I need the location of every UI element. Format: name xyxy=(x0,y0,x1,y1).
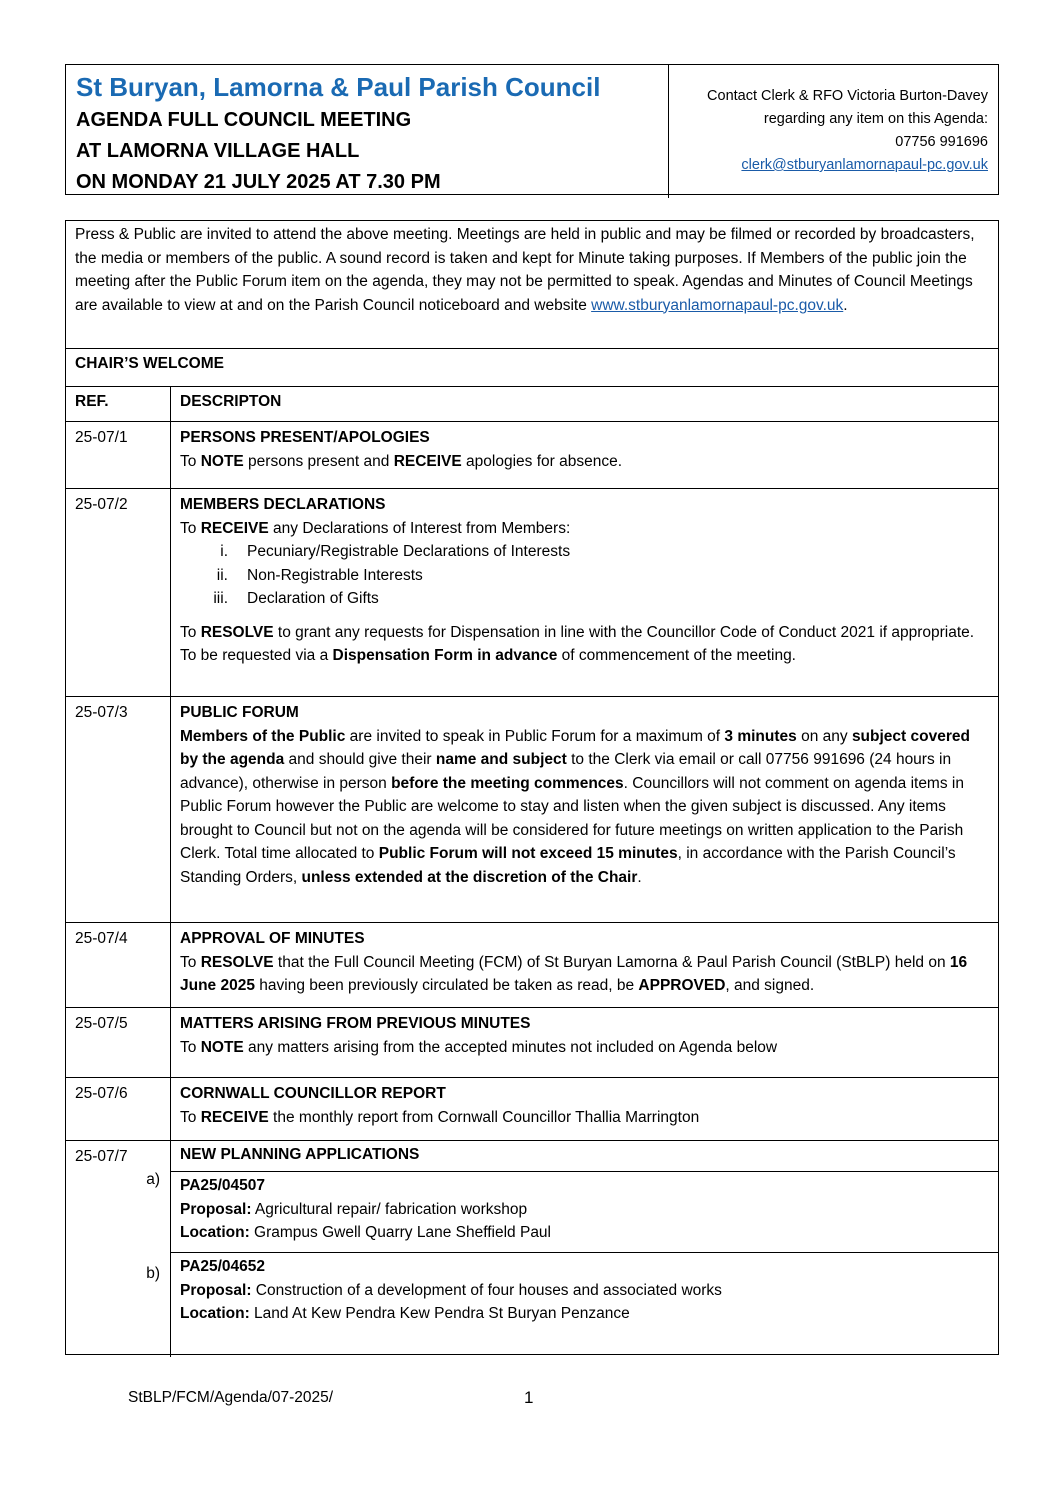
item-title: MATTERS ARISING FROM PREVIOUS MINUTES xyxy=(180,1015,531,1032)
meeting-date: ON MONDAY 21 JULY 2025 AT 7.30 PM xyxy=(76,171,441,193)
application-location: Location: Land At Kew Pendra Kew Pendra St Buryan Penzance xyxy=(180,1305,630,1322)
application-location: Location: Grampus Gwell Quarry Lane Sheffield Paul xyxy=(180,1224,552,1241)
agenda-item-5 xyxy=(66,1007,998,1078)
item-ref: 25-07/1 xyxy=(66,422,171,489)
list-item: iii. Declaration of Gifts xyxy=(213,590,379,607)
sub-item-letter-a: a) xyxy=(146,1171,160,1188)
agenda-item-6 xyxy=(66,1077,998,1141)
item-description xyxy=(171,697,998,923)
item-text: To NOTE persons present and RECEIVE apologies for absence. xyxy=(180,452,623,470)
item-text: To NOTE any matters arising from the accepted minutes not included on Agenda below xyxy=(180,1038,778,1056)
agenda-table xyxy=(65,220,999,1355)
planning-application-a xyxy=(171,1171,998,1252)
column-description: DESCRIPTON xyxy=(180,393,282,410)
item-description xyxy=(171,1141,998,1357)
agenda-item-3 xyxy=(66,696,998,923)
item-title: PUBLIC FORUM xyxy=(180,704,299,721)
item-title: PERSONS PRESENT/APOLOGIES xyxy=(180,429,430,446)
contact-email-link[interactable]: clerk@stburyanlamornapaul-pc.gov.uk xyxy=(741,157,988,173)
intro-row xyxy=(66,221,998,348)
website-link[interactable]: www.stburyanlamornapaul-pc.gov.uk xyxy=(591,296,844,314)
item-title: APPROVAL OF MINUTES xyxy=(180,930,365,947)
chairs-welcome-row xyxy=(66,348,998,387)
item-text: Members of the Public are invited to speak in Public Forum for a maximum of 3 minutes on any subject covered by the agenda and should give their name and subject to the Clerk via email or call 07756 991696 (24 hours in advance), otherwise in person before the meeting commences. Councillors will not comment on agenda items in Public Forum however the Public are welcome to stay and listen when the given subject is discussed. Any items brought to Council but not on the agenda will be considered for future meetings on written application to the Parish Clerk. Total time allocated to Public Forum will not exceed 15 minutes, in accordance with the Parish Council’s Standing Orders, unless extended at the discretion of the Chair. xyxy=(180,727,970,886)
column-header-row xyxy=(66,386,998,422)
item-text: To RECEIVE any Declarations of Interest from Members: xyxy=(180,519,571,537)
declaration-list xyxy=(180,540,988,611)
sub-item-letter-b: b) xyxy=(146,1265,160,1282)
item-ref: 25-07/3 xyxy=(66,697,171,923)
intro-paragraph: Press & Public are invited to attend the above meeting. Meetings are held in public and may be filmed or recorded by broadcasters, the media or members of the public. A sound record is taken and kept for Minute taking purposes. If Members of the public join the meeting after the Public Forum item on the agenda, they may not be permitted to speak. Agendas and Minutes of Council Meetings are available to view at and on the Parish Council noticeboard and website xyxy=(75,226,975,314)
contact-clerk: Contact Clerk & RFO Victoria Burton-Davey xyxy=(707,88,988,104)
council-name: St Buryan, Lamorna & Paul Parish Council xyxy=(76,72,601,102)
item-ref: 25-07/5 xyxy=(66,1008,171,1078)
item-description xyxy=(171,489,998,697)
item-title: MEMBERS DECLARATIONS xyxy=(180,496,386,513)
header-title-block xyxy=(66,65,669,198)
application-proposal: Proposal: Construction of a development of four houses and associated works xyxy=(180,1281,722,1299)
item-ref: 25-07/6 xyxy=(66,1078,171,1141)
intro-text xyxy=(66,221,998,348)
contact-phone: 07756 991696 xyxy=(895,134,988,150)
application-number: PA25/04507 xyxy=(180,1177,266,1194)
item-description xyxy=(171,1078,998,1141)
item-text: To RESOLVE that the Full Council Meeting (FCM) of St Buryan Lamorna & Paul Parish Council (StBLP) held on 16 June 2025 having been previously circulated be taken as read, be APPROVED, and signed. xyxy=(180,953,968,994)
item-ref: 25-07/2 xyxy=(66,489,171,697)
dispensation-text: To RESOLVE to grant any requests for Dispensation in line with the Councillor Code of Conduct 2021 if appropriate. To be requested via a Dispensation Form in advance of commencement of the meeting. xyxy=(180,623,975,664)
item-title: NEW PLANNING APPLICATIONS xyxy=(180,1146,420,1163)
chairs-welcome: CHAIR’S WELCOME xyxy=(75,355,224,372)
header-box xyxy=(65,64,999,195)
agenda-item-4 xyxy=(66,922,998,1008)
item-description xyxy=(171,1008,998,1078)
application-number: PA25/04652 xyxy=(180,1258,266,1275)
planning-application-b xyxy=(171,1252,998,1357)
page-number: 1 xyxy=(524,1388,534,1407)
agenda-heading: AGENDA FULL COUNCIL MEETING xyxy=(76,109,412,131)
application-proposal: Proposal: Agricultural repair/ fabrication workshop xyxy=(180,1200,528,1218)
item-ref-cell xyxy=(66,1141,171,1357)
contact-block xyxy=(668,85,988,177)
item-text: To RECEIVE the monthly report from Cornwall Councillor Thallia Marrington xyxy=(180,1108,700,1126)
list-item: ii. Non-Registrable Interests xyxy=(216,566,423,584)
meeting-venue: AT LAMORNA VILLAGE HALL xyxy=(76,140,360,162)
contact-regarding: regarding any item on this Agenda: xyxy=(763,111,988,127)
document-reference: StBLP/FCM/Agenda/07-2025/ xyxy=(128,1389,334,1406)
agenda-item-7 xyxy=(66,1140,998,1357)
intro-end: . xyxy=(843,296,848,314)
list-item: i. Pecuniary/Registrable Declarations of Interests xyxy=(220,543,571,560)
agenda-item-2 xyxy=(66,488,998,697)
agenda-item-1 xyxy=(66,421,998,489)
item-ref: 25-07/7 xyxy=(75,1148,128,1165)
item-title: CORNWALL COUNCILLOR REPORT xyxy=(180,1085,446,1102)
column-ref: REF. xyxy=(66,387,171,422)
item-ref: 25-07/4 xyxy=(66,923,171,1008)
item-description xyxy=(171,422,998,489)
item-description xyxy=(171,923,998,1008)
